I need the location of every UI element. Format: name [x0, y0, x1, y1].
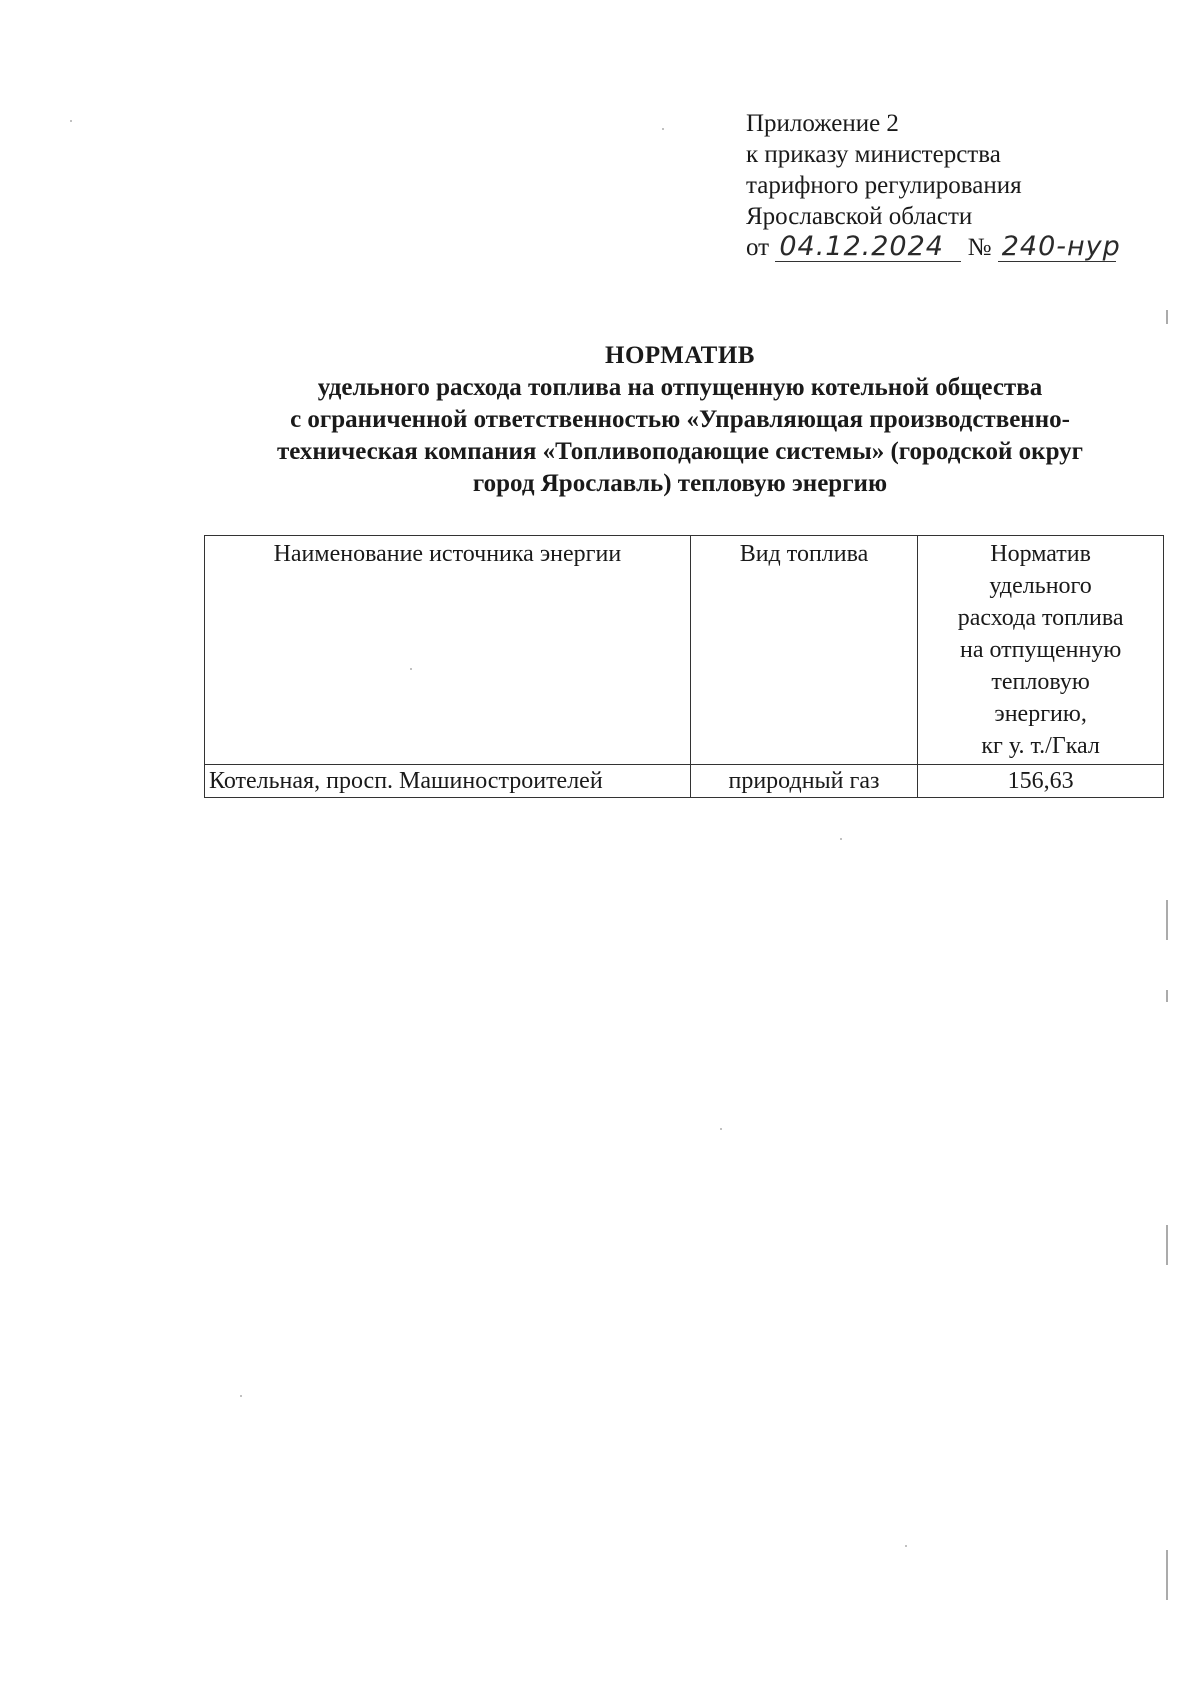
document-title: НОРМАТИВ [605, 342, 755, 369]
header-norm-line: энергию, [994, 701, 1087, 727]
document-title-block [200, 340, 1160, 500]
header-norm-line: Норматив [990, 541, 1091, 567]
scan-edge-mark [1166, 1225, 1168, 1265]
header-norm-line: удельного [989, 573, 1092, 599]
table-row [205, 765, 1164, 798]
handwritten-order-number: 240-нур [998, 233, 1116, 262]
norm-table [204, 535, 1164, 798]
table-header-row [205, 536, 1164, 765]
scan-speck [840, 838, 842, 840]
scan-speck [905, 1545, 907, 1547]
appendix-region: Ярославской области [746, 203, 973, 230]
title-subline-1: удельного расхода топлива на отпущенную котельной общества [317, 374, 1043, 401]
scan-edge-mark [1166, 900, 1168, 940]
date-prefix: от [746, 234, 770, 261]
appendix-ministry: тарифного регулирования [746, 172, 1022, 199]
scan-speck [410, 668, 412, 670]
cell-norm: 156,63 [918, 765, 1164, 798]
header-norm-line: на отпущенную [959, 637, 1122, 663]
cell-fuel: природный газ [690, 765, 917, 798]
cell-source: Котельная, просп. Машиностроителей [205, 765, 691, 798]
appendix-order-ref: к приказу министерства [746, 141, 1001, 168]
appendix-title: Приложение 2 [746, 110, 899, 137]
scan-edge-mark [1166, 990, 1168, 1002]
header-source: Наименование источника энергии [205, 536, 691, 765]
header-norm-line: тепловую [991, 669, 1090, 695]
number-sign: № [967, 234, 992, 261]
title-subline-3: техническая компания «Топливоподающие системы» (городской округ [276, 438, 1084, 465]
header-norm-line: расхода топлива [957, 605, 1124, 631]
header-norm [918, 536, 1164, 765]
scan-speck [662, 128, 664, 130]
handwritten-date: 04.12.2024 [775, 233, 961, 262]
scan-speck [720, 1128, 722, 1130]
scan-edge-mark [1166, 310, 1168, 324]
scan-speck [70, 120, 72, 122]
title-subline-4: город Ярославль) тепловую энергию [472, 470, 888, 497]
appendix-date-line [746, 232, 1166, 263]
appendix-block [746, 108, 1166, 263]
header-fuel: Вид топлива [690, 536, 917, 765]
title-subline-2: с ограниченной ответственностью «Управляющая производственно- [290, 406, 1070, 433]
header-norm-unit: кг у. т./Гкал [981, 733, 1100, 759]
scan-edge-mark [1166, 1550, 1168, 1600]
scan-speck [240, 1395, 242, 1397]
